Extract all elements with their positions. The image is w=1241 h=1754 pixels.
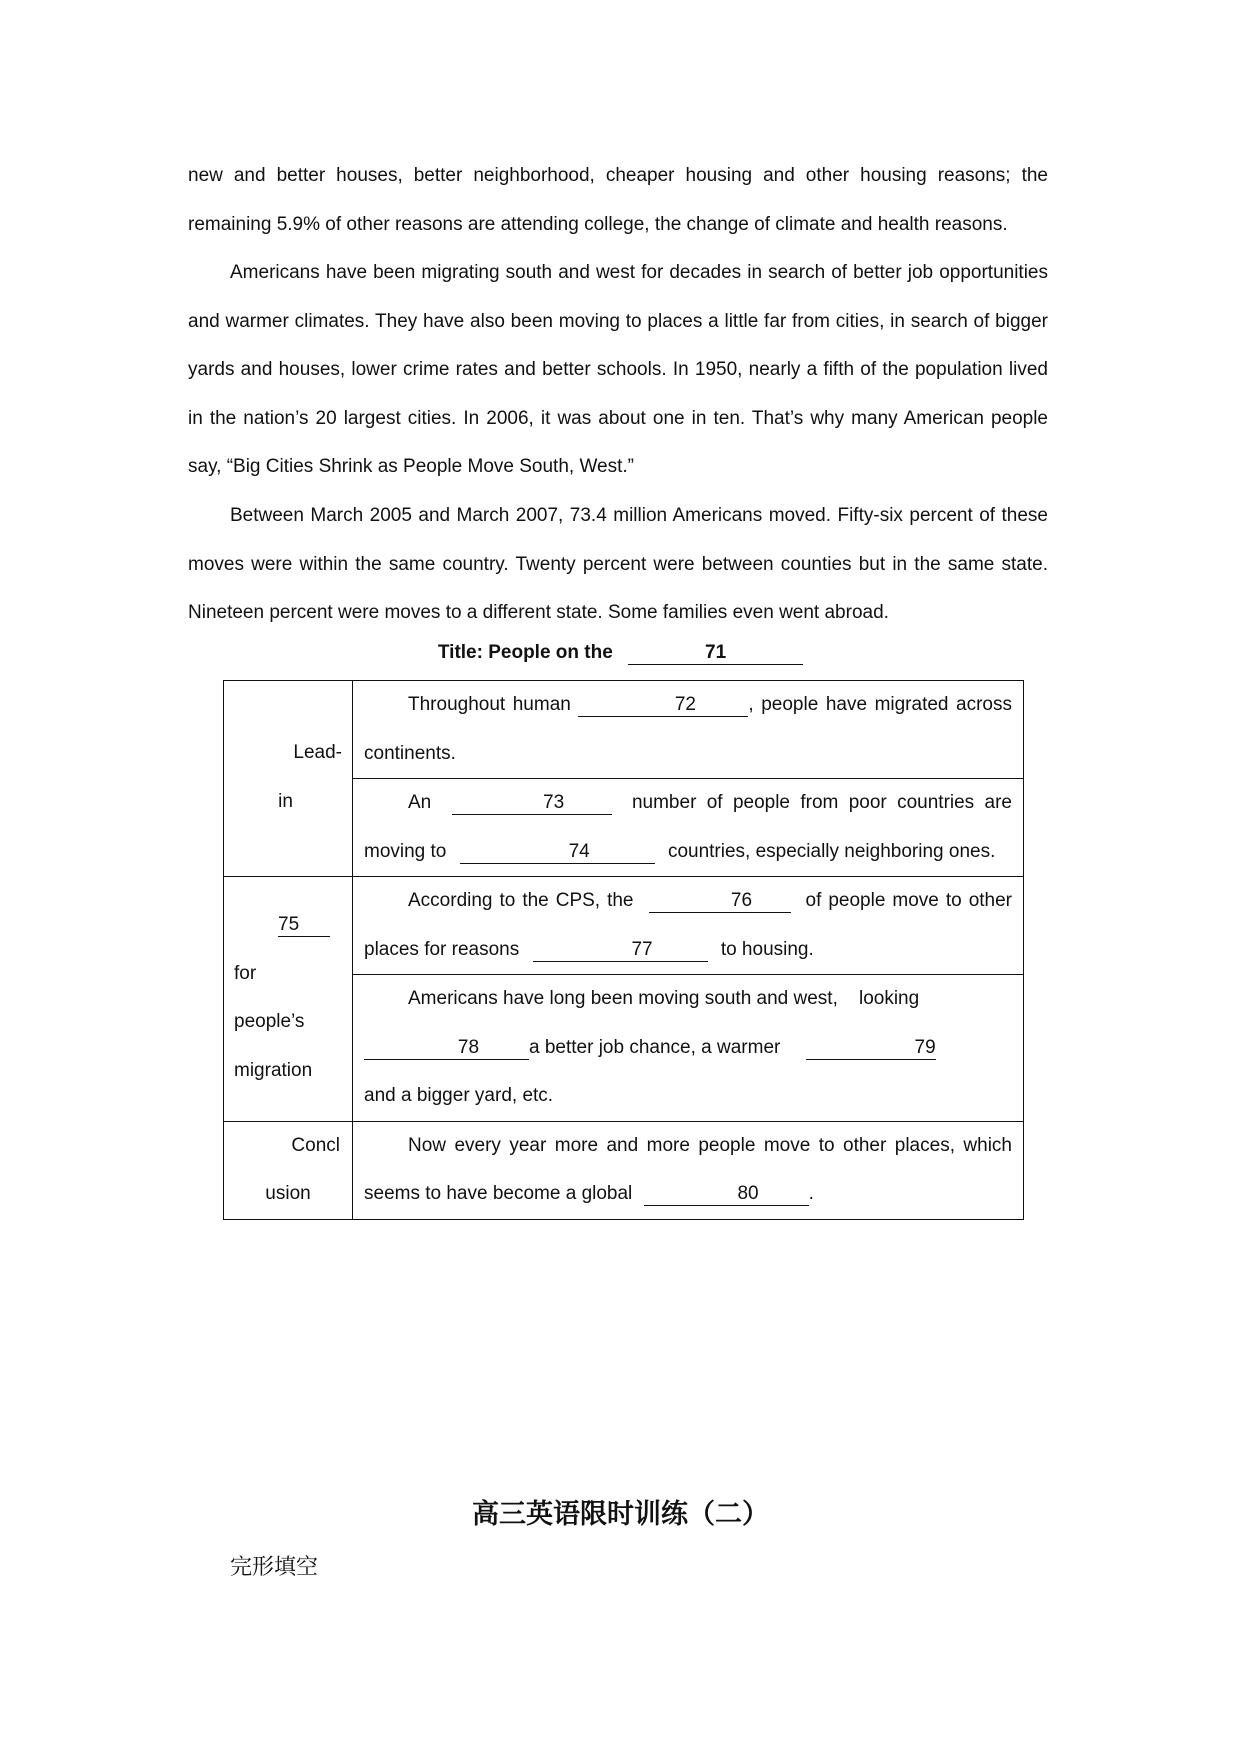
row-1-cell bbox=[353, 681, 1024, 779]
table-row bbox=[224, 681, 1024, 779]
blank-77: 77 bbox=[533, 939, 708, 962]
reasons-label-1: for bbox=[234, 962, 257, 984]
conclusion-label-2: usion bbox=[265, 1183, 311, 1204]
blank-78: 78 bbox=[364, 1037, 529, 1060]
blank-80: 80 bbox=[644, 1183, 809, 1206]
reasons-label-blank-line bbox=[234, 877, 352, 950]
summary-title bbox=[0, 642, 1241, 665]
blank-79: 79 bbox=[806, 1037, 936, 1060]
reasons-label-3: migration bbox=[234, 1059, 313, 1081]
section-heading: 高三英语限时训练（二） bbox=[472, 1499, 769, 1530]
row-4-text: Americans have long been moving south and west, looking 78 a better job chance, a warmer 79 bbox=[364, 975, 1012, 1072]
leadin-label-cell bbox=[224, 681, 353, 877]
blank-76: 76 bbox=[649, 890, 791, 913]
row-1-text: Throughout human 72 , people have migrated across continents. bbox=[364, 694, 1012, 764]
row-5-text: Now every year more and more people move to other places, which seems to have become a global 80 . bbox=[364, 1134, 1012, 1204]
leadin-label-1: Lead- bbox=[293, 742, 342, 763]
blank-71: 71 bbox=[628, 642, 803, 665]
blank-73: 73 bbox=[452, 792, 612, 815]
paragraph-1: new and better houses, better neighborhood, cheaper housing and other housing reasons; the remaining 5.9% of other reasons are attending college, the change of climate and health reasons. bbox=[188, 165, 1048, 235]
leadin-label-2: in bbox=[278, 790, 293, 812]
summary-title-prefix: Title: People on the bbox=[437, 642, 613, 663]
row-4-cell bbox=[353, 975, 1024, 1122]
summary-table bbox=[223, 680, 1024, 1220]
table-row bbox=[224, 1121, 1024, 1219]
row-5-cell bbox=[353, 1121, 1024, 1219]
blank-72: 72 bbox=[578, 694, 748, 717]
paragraph-2: Americans have been migrating south and west for decades in search of better job opportunities and warmer climates. They have also been moving to places a little far from cities, in search of bigger yards and houses, lower crime rates and better schools. In 1950, nearly a fifth of the population lived in the nation’s 20 largest cities. In 2006, it was about one in ten. That’s why many American people say, “Big Cities Shrink as People Move South, West.” bbox=[188, 262, 1048, 477]
blank-75: 75 bbox=[278, 914, 330, 937]
blank-74: 74 bbox=[460, 841, 655, 864]
paragraph-3: Between March 2005 and March 2007, 73.4 million Americans moved. Fifty-six percent of these moves were within the same country. Twenty percent were between counties but in the same state. Nineteen percent were moves to a different state. Some families even went abroad. bbox=[188, 505, 1048, 623]
row-4-tail: and a bigger yard, etc. bbox=[364, 1085, 554, 1106]
reasons-label-cell bbox=[224, 877, 353, 1122]
reasons-label-2: people’s bbox=[234, 1011, 305, 1032]
row-3-cell bbox=[353, 877, 1024, 975]
section-subheading: 完形填空 bbox=[230, 1555, 319, 1580]
row-2-text: An 73 number of people from poor countries are moving to 74 countries, especially neighboring ones. bbox=[364, 792, 1012, 862]
row-2-cell bbox=[353, 779, 1024, 877]
row-3-text: According to the CPS, the 76 of people move to other places for reasons 77 to housing. bbox=[364, 890, 1012, 960]
table-row bbox=[224, 877, 1024, 975]
conclusion-label-1: Concl bbox=[291, 1134, 340, 1156]
conclusion-label-cell bbox=[224, 1121, 353, 1219]
